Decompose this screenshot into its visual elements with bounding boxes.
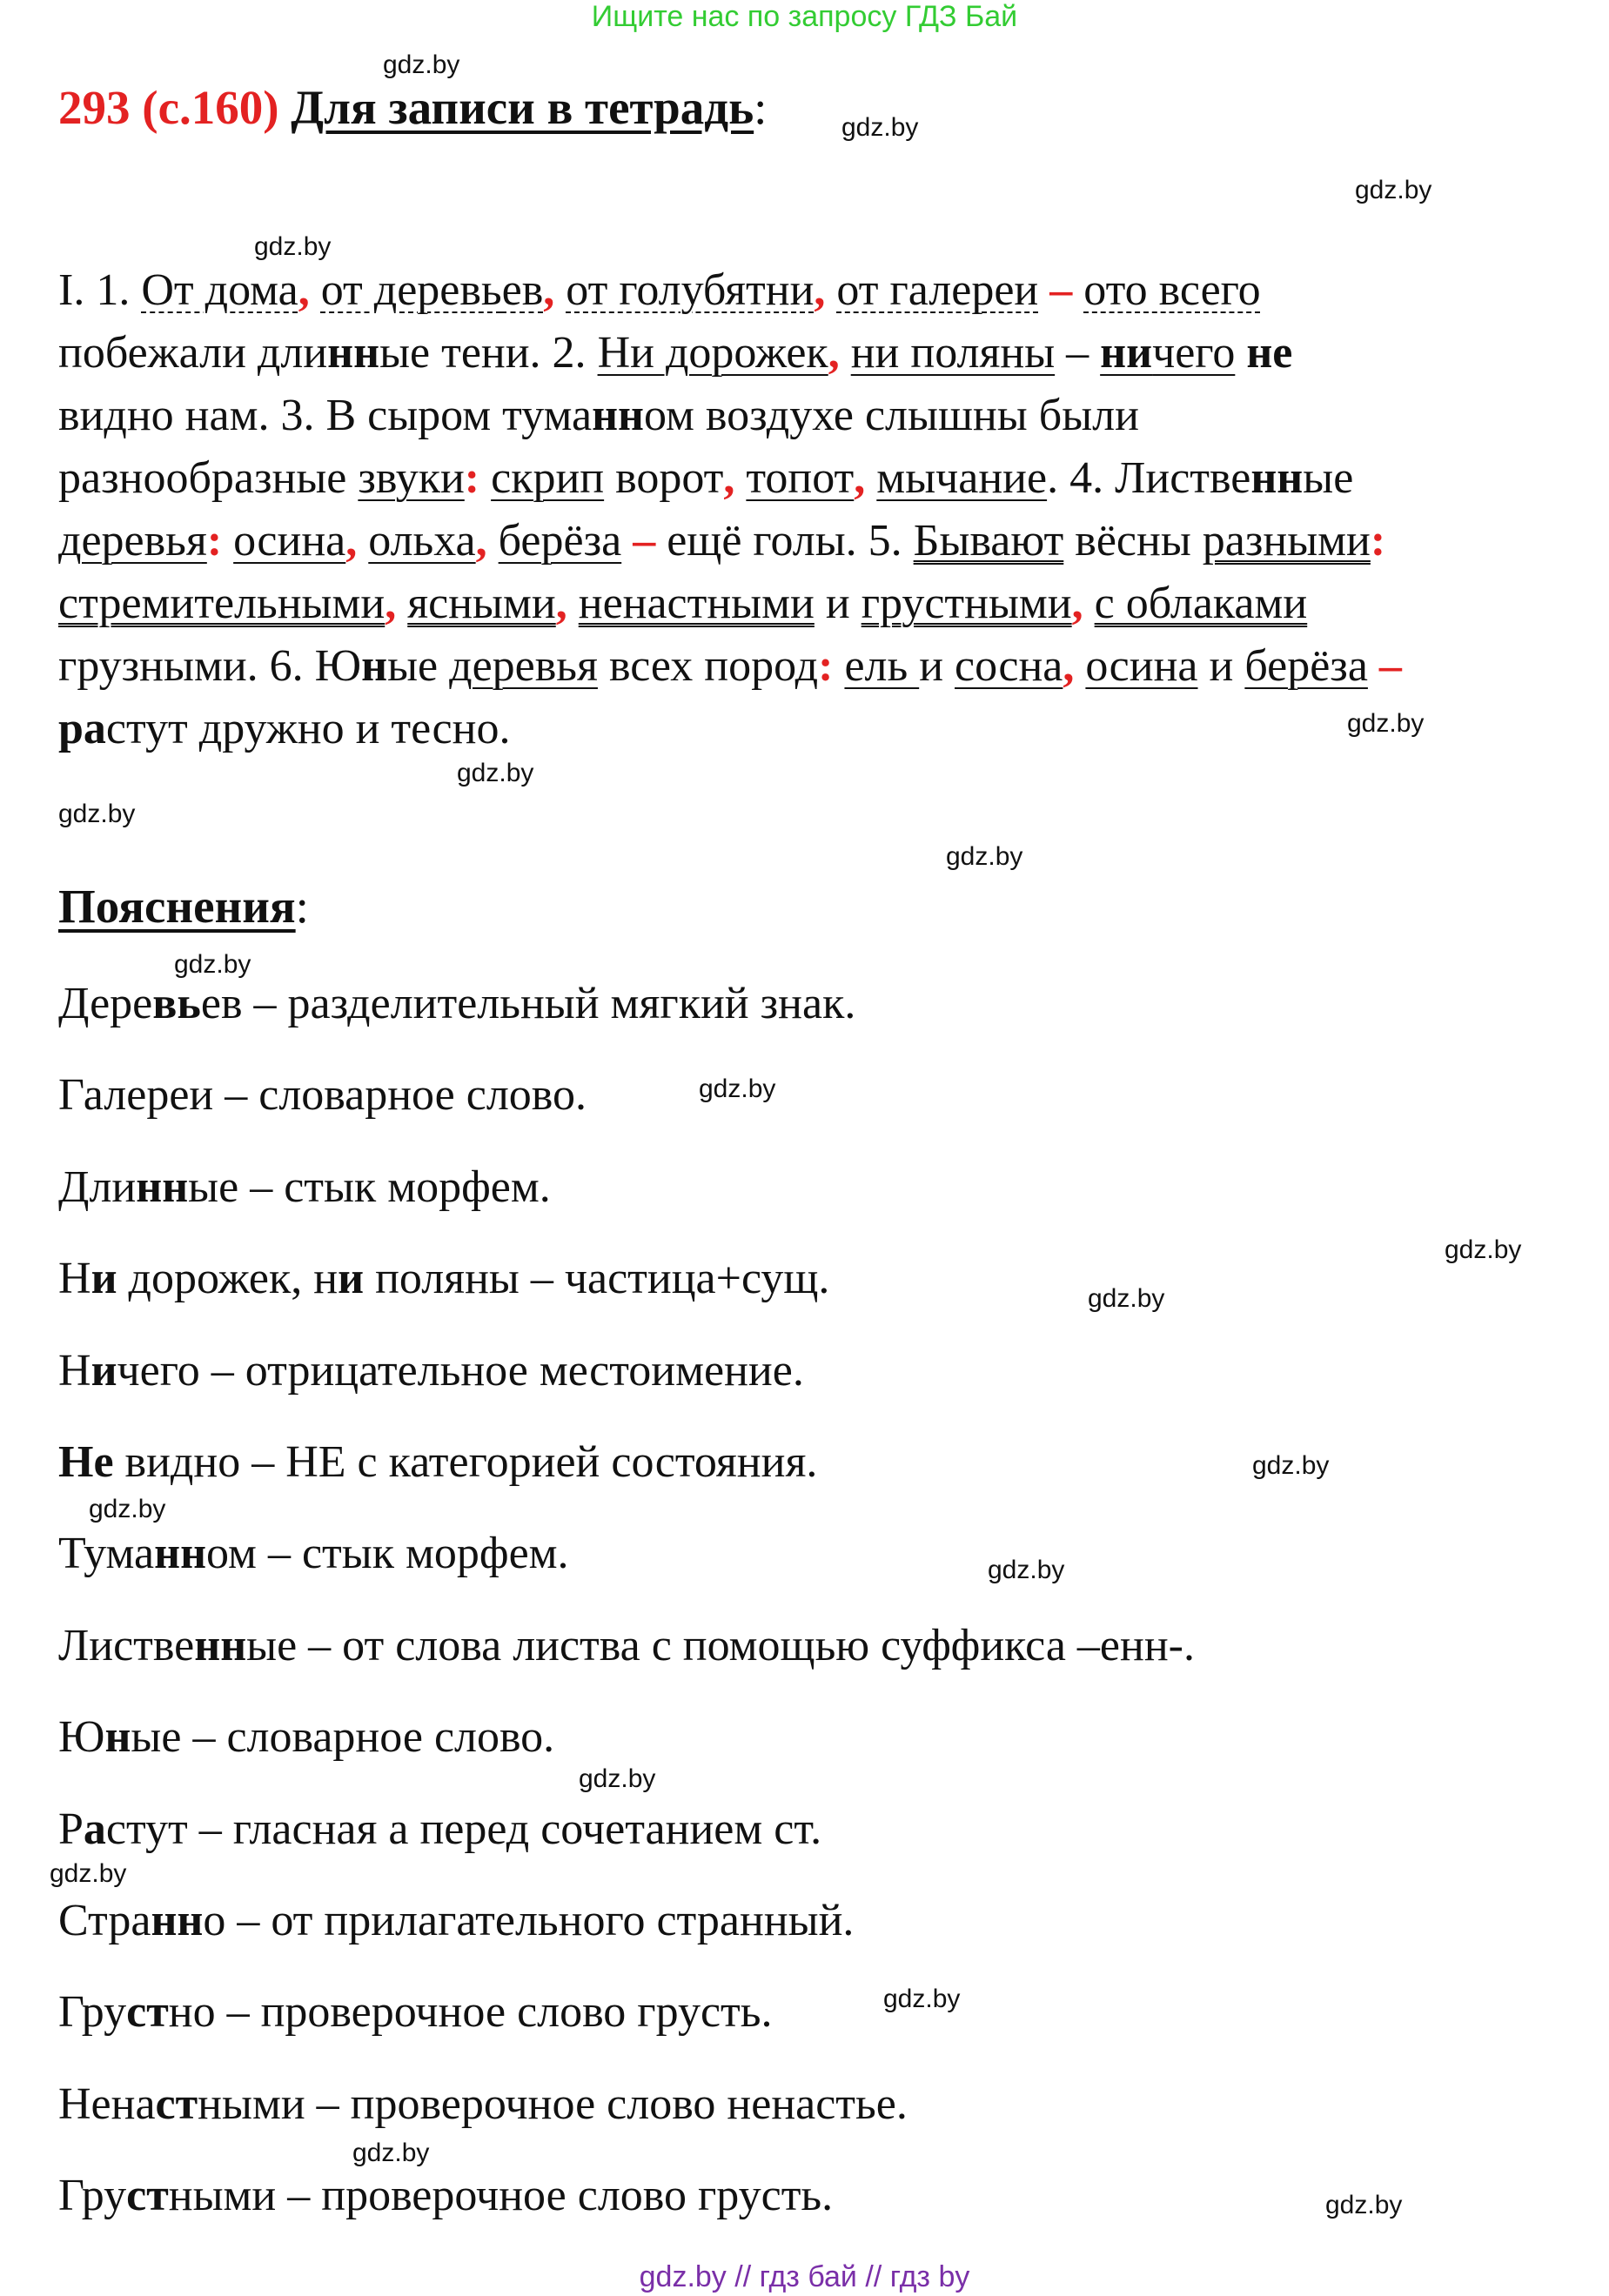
space xyxy=(1083,579,1095,628)
text-fragment: побежали дли xyxy=(58,328,328,378)
explanation-line xyxy=(58,1804,821,1856)
watermark: gdz.by xyxy=(883,1985,961,2013)
space xyxy=(1235,328,1246,378)
punctuation: : xyxy=(206,516,223,566)
text-fragment: Дли xyxy=(58,1162,137,1212)
text-fragment: Н xyxy=(58,1254,91,1303)
subject: осина xyxy=(233,516,346,566)
text-fragment: ые – словарное слово. xyxy=(131,1712,555,1762)
space xyxy=(357,516,368,566)
spelling: ни xyxy=(1100,328,1153,378)
subject: осина xyxy=(1085,641,1198,691)
explanation-line xyxy=(58,1986,772,2038)
predicate: разными xyxy=(1202,516,1371,566)
watermark: gdz.by xyxy=(1252,1451,1330,1480)
explanation-line xyxy=(58,1528,569,1580)
text-line xyxy=(58,322,1590,385)
text-fragment: и xyxy=(919,641,955,691)
space xyxy=(479,453,491,503)
predicate: грустными xyxy=(861,579,1072,628)
subject: ольха xyxy=(368,516,476,566)
explanation-line xyxy=(58,2170,833,2222)
explanation-line xyxy=(58,1711,554,1764)
top-banner: Ищите нас по запросу ГДЗ Бай xyxy=(591,0,1018,33)
watermark: gdz.by xyxy=(579,1764,656,1793)
task-title: Для записи в тетрадь xyxy=(291,81,754,134)
subject: деревья xyxy=(58,516,207,566)
text-fragment: всех пород xyxy=(597,641,819,691)
subject: топот xyxy=(746,453,855,503)
spelling: ст xyxy=(126,1987,169,2037)
space xyxy=(865,453,876,503)
text-fragment: ые тени. 2. xyxy=(379,328,598,378)
text-fragment: о – от прилагательного странный. xyxy=(203,1896,855,1945)
space xyxy=(310,265,321,315)
text-fragment: ворот xyxy=(604,453,724,503)
watermark: gdz.by xyxy=(254,232,332,261)
text-line xyxy=(58,510,1590,572)
spelling: и xyxy=(91,1254,117,1303)
text-fragment: и xyxy=(814,579,861,628)
watermark: gdz.by xyxy=(1088,1284,1165,1313)
text-fragment: Р xyxy=(58,1804,84,1854)
circumstance: ото всего xyxy=(1083,265,1261,315)
space xyxy=(1074,641,1085,691)
punctuation: – xyxy=(1367,641,1402,691)
space xyxy=(222,516,233,566)
punctuation: : xyxy=(1370,516,1386,566)
text-fragment: от деревь xyxy=(320,265,502,315)
explanation-line xyxy=(58,1436,817,1489)
text-fragment: ые – стык морфем. xyxy=(188,1162,551,1212)
punctuation: – xyxy=(621,516,667,566)
text-fragment: Стра xyxy=(58,1896,151,1945)
text-fragment: Тума xyxy=(58,1529,155,1578)
space xyxy=(554,265,566,315)
explanation-line xyxy=(58,1620,1195,1672)
text-fragment: Листве xyxy=(58,1621,195,1670)
text-fragment: стут – гласная а перед сочетанием ст. xyxy=(105,1804,822,1854)
subject: ни поляны xyxy=(850,328,1056,378)
circumstance xyxy=(321,265,544,315)
punctuation: , xyxy=(543,265,555,315)
punctuation: – xyxy=(1038,265,1084,315)
text-line xyxy=(58,572,1590,635)
explanation-line xyxy=(58,1895,854,1947)
spelling: Не xyxy=(58,1437,114,1487)
text-fragment: но – проверочное слово грусть. xyxy=(168,1987,773,2037)
text-line xyxy=(58,698,1590,760)
punctuation: : xyxy=(818,641,834,691)
text-fragment: видно нам. 3. В сыром тума xyxy=(58,391,593,440)
text-fragment: ещё голы. 5. xyxy=(667,516,914,566)
watermark: gdz.by xyxy=(1325,2191,1403,2219)
subject: ель xyxy=(844,641,920,691)
text-line xyxy=(58,447,1590,510)
punctuation: : xyxy=(464,453,480,503)
circumstance: от галереи xyxy=(836,265,1039,315)
watermark: gdz.by xyxy=(383,50,460,79)
punctuation: , xyxy=(385,579,397,628)
punctuation: , xyxy=(814,265,826,315)
text-fragment: ными – проверочное слово грусть. xyxy=(168,2171,834,2220)
explanation-line xyxy=(58,1253,829,1305)
subject: деревья xyxy=(449,641,598,691)
explanations-title: Пояснения xyxy=(58,880,296,933)
text-fragment: ными – проверочное слово ненастье. xyxy=(198,2079,908,2129)
punctuation: , xyxy=(828,328,840,378)
punctuation: , xyxy=(1071,579,1083,628)
text-fragment: ев – разделительный мягкий знак. xyxy=(200,979,856,1028)
predicate: с облаками xyxy=(1094,579,1308,628)
task-heading xyxy=(58,80,767,135)
text-line xyxy=(58,635,1590,698)
text-fragment: чего – отрицательное местоимение. xyxy=(117,1346,804,1396)
task-title-colon: : xyxy=(754,81,768,134)
text-fragment: Нена xyxy=(58,2079,156,2129)
text-fragment: грузными. 6. Ю xyxy=(58,641,362,691)
watermark: gdz.by xyxy=(50,1859,127,1888)
text-fragment: ые xyxy=(1303,453,1354,503)
text-fragment: ев xyxy=(501,265,544,315)
watermark: gdz.by xyxy=(352,2139,430,2167)
watermark: gdz.by xyxy=(174,950,251,979)
punctuation: , xyxy=(555,579,567,628)
watermark: gdz.by xyxy=(1355,176,1432,204)
text-fragment: Гру xyxy=(58,2171,127,2220)
watermark: gdz.by xyxy=(58,800,136,828)
text-line xyxy=(58,385,1590,447)
text-fragment: разнообразные xyxy=(58,453,359,503)
predicate: ясными xyxy=(407,579,556,628)
spelling: нн xyxy=(327,328,380,378)
exercise-text xyxy=(58,259,1590,760)
footer-links: gdz.by // гдз бай // гдз by xyxy=(639,2260,970,2293)
punctuation: , xyxy=(723,453,735,503)
predicate: стремительными xyxy=(58,579,385,628)
spelling: нн xyxy=(592,391,645,440)
spelling: н xyxy=(361,641,388,691)
explanation-line xyxy=(58,978,855,1030)
text-fragment: ые xyxy=(387,641,450,691)
watermark: gdz.by xyxy=(457,759,534,787)
watermark: gdz.by xyxy=(946,842,1023,871)
text-fragment: поляны – частица+сущ. xyxy=(364,1254,830,1303)
watermark: gdz.by xyxy=(699,1074,776,1103)
text-fragment: чего xyxy=(1152,328,1236,378)
text-fragment: вёсны xyxy=(1063,516,1203,566)
text-fragment: и xyxy=(1197,641,1245,691)
subject: берёза xyxy=(498,516,622,566)
punctuation: , xyxy=(854,453,866,503)
watermark: gdz.by xyxy=(1347,709,1425,738)
subject: сосна xyxy=(955,641,1063,691)
watermark: gdz.by xyxy=(1445,1235,1522,1264)
spelling: н xyxy=(104,1712,131,1762)
text-fragment: дорожек, н xyxy=(117,1254,339,1303)
subject: мычание xyxy=(876,453,1048,503)
spelling: ра xyxy=(58,704,106,753)
text-fragment: Ю xyxy=(58,1712,105,1762)
task-number: 293 (с.160) xyxy=(58,81,292,134)
subject xyxy=(1100,328,1235,378)
spelling: нн xyxy=(154,1529,207,1578)
circumstance: от голубятни xyxy=(566,265,815,315)
text-fragment: Гру xyxy=(58,1987,127,2037)
explanations-heading xyxy=(58,879,309,934)
watermark: gdz.by xyxy=(988,1556,1065,1584)
explanation-line xyxy=(58,1069,587,1121)
subject: берёза xyxy=(1244,641,1368,691)
space xyxy=(825,265,836,315)
punctuation: , xyxy=(298,265,310,315)
subject: Ни дорожек xyxy=(597,328,828,378)
spelling: нн xyxy=(1250,453,1304,503)
spelling: нн xyxy=(136,1162,189,1212)
text-fragment: ом – стык морфем. xyxy=(206,1529,569,1578)
text-fragment: . 4. Листве xyxy=(1047,453,1251,503)
predicate: ненастными xyxy=(578,579,815,628)
spelling: нн xyxy=(151,1896,204,1945)
spelling: и xyxy=(91,1346,117,1396)
spelling: а xyxy=(83,1804,106,1854)
text-fragment: Дере xyxy=(58,979,153,1028)
spelling: вь xyxy=(152,979,201,1028)
spelling: нн xyxy=(194,1621,247,1670)
spelling: ст xyxy=(126,2171,169,2220)
spelling: ст xyxy=(155,2079,198,2129)
space xyxy=(567,579,579,628)
text-fragment: стут дружно и тесно. xyxy=(105,704,511,753)
subject: звуки xyxy=(358,453,465,503)
explanations-colon: : xyxy=(295,880,309,933)
text-fragment: ом воздухе слышны были xyxy=(644,391,1139,440)
explanation-line xyxy=(58,1345,804,1397)
text-fragment: I. 1. xyxy=(58,265,142,315)
text-fragment: – xyxy=(1055,328,1101,378)
text-fragment: Н xyxy=(58,1346,91,1396)
explanation-line xyxy=(58,2078,908,2131)
space xyxy=(840,328,851,378)
punctuation: , xyxy=(345,516,358,566)
predicate: Бывают xyxy=(913,516,1064,566)
space xyxy=(396,579,407,628)
text-line xyxy=(58,259,1590,322)
spelling: и xyxy=(338,1254,365,1303)
text-fragment: ые – от слова листва с помощью суффикса –енн-. xyxy=(246,1621,1195,1670)
circumstance: От дома xyxy=(141,265,298,315)
punctuation: , xyxy=(1063,641,1075,691)
watermark: gdz.by xyxy=(89,1495,166,1523)
space xyxy=(487,516,499,566)
space xyxy=(833,641,844,691)
watermark: gdz.by xyxy=(841,113,919,142)
explanation-line xyxy=(58,1161,551,1214)
text-fragment: видно – НЕ с категорией состояния. xyxy=(113,1437,818,1487)
space xyxy=(734,453,746,503)
spelling: не xyxy=(1246,328,1293,378)
punctuation: , xyxy=(475,516,487,566)
text-fragment: Галереи – словарное слово. xyxy=(58,1070,587,1120)
subject: скрип xyxy=(491,453,605,503)
